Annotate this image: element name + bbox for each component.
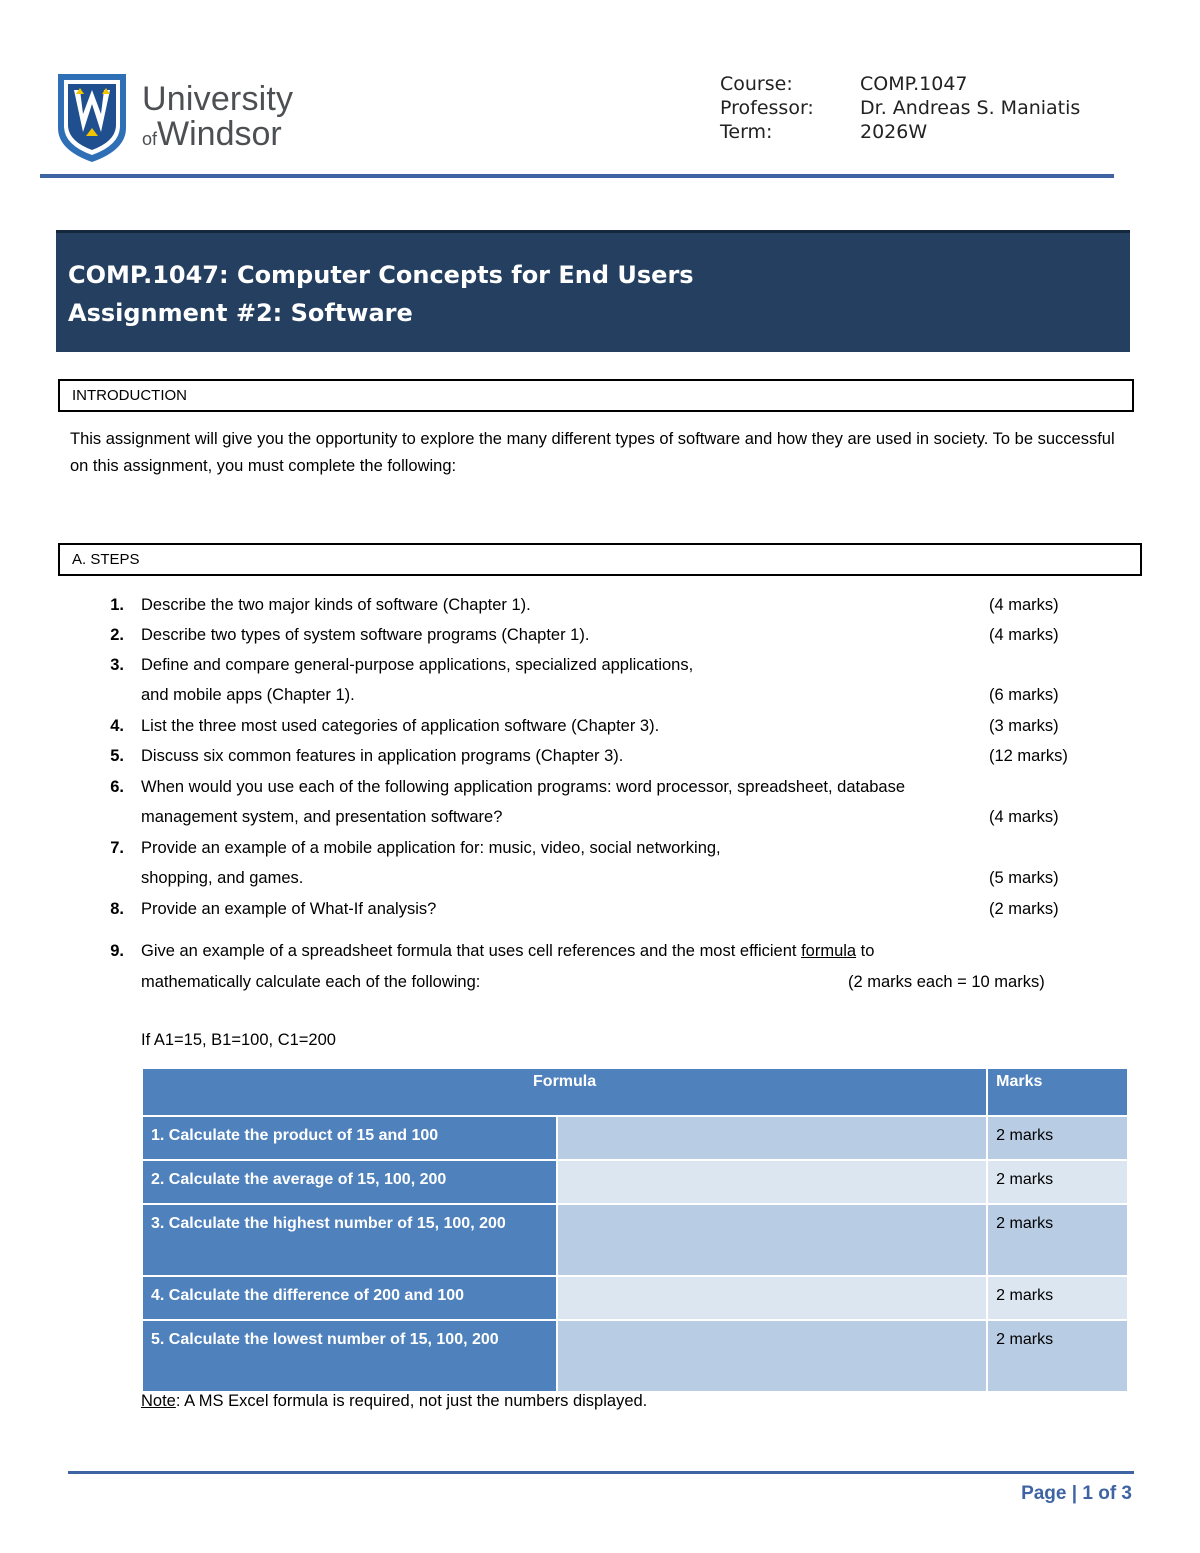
marks-cell: 2 marks	[987, 1116, 1128, 1160]
step-number: 2.	[110, 626, 124, 644]
formula-table	[141, 1067, 1129, 1393]
wordmark-university: University	[142, 80, 294, 118]
step-marks: (3 marks)	[989, 717, 1059, 735]
page-number	[1000, 1480, 1132, 1508]
step-number: 9.	[110, 942, 124, 960]
formula-column-header: Formula	[142, 1068, 987, 1116]
step-number: 6.	[110, 778, 124, 796]
step-text: Provide an example of What-If analysis?	[141, 900, 437, 918]
step-text-part: to	[856, 942, 875, 960]
note-label: Note	[141, 1392, 176, 1410]
step-text: and mobile apps (Chapter 1).	[141, 686, 355, 704]
step-number: 1.	[110, 596, 124, 614]
introduction-heading: INTRODUCTION	[58, 379, 1134, 412]
table-row	[142, 1320, 1128, 1392]
marks-column-header: Marks	[987, 1068, 1128, 1116]
table-row	[142, 1116, 1128, 1160]
document-title: COMP.1047: Computer Concepts for End Users	[68, 261, 694, 289]
steps-heading: A. STEPS	[58, 543, 1142, 576]
marks-cell: 2 marks	[987, 1320, 1128, 1392]
step-marks: (2 marks each = 10 marks)	[848, 973, 1045, 991]
table-row	[142, 1204, 1128, 1276]
step-text: Define and compare general-purpose applications, specialized applications,	[141, 656, 694, 674]
table-row	[142, 1160, 1128, 1204]
formula-cell[interactable]	[557, 1320, 987, 1392]
formula-cell[interactable]	[557, 1160, 987, 1204]
term-label: Term:	[720, 121, 773, 143]
step-number: 5.	[110, 747, 124, 765]
marks-cell: 2 marks	[987, 1204, 1128, 1276]
step-text	[141, 936, 874, 966]
question-cell: 4. Calculate the difference of 200 and 100	[142, 1276, 557, 1320]
table-header-row	[142, 1068, 1128, 1116]
step-number: 7.	[110, 839, 124, 857]
term-value: 2026W	[860, 121, 928, 143]
step-text: When would you use each of the following application programs: word processor, spreadsheet, database	[141, 778, 906, 796]
step-text: Describe two types of system software programs (Chapter 1).	[141, 626, 590, 644]
step-text: List the three most used categories of application software (Chapter 3).	[141, 717, 660, 735]
step-marks: (6 marks)	[989, 686, 1059, 704]
step-text: Describe the two major kinds of software (Chapter 1).	[141, 596, 531, 614]
step-marks: (4 marks)	[989, 626, 1059, 644]
step-marks: (5 marks)	[989, 869, 1059, 887]
page-label: Page	[1021, 1483, 1067, 1504]
step-number: 8.	[110, 900, 124, 918]
professor-value: Dr. Andreas S. Maniatis	[860, 97, 1081, 119]
course-value: COMP.1047	[860, 73, 968, 95]
question-cell: 5. Calculate the lowest number of 15, 100, 200	[142, 1320, 557, 1392]
step-number: 4.	[110, 717, 124, 735]
note	[141, 1387, 647, 1415]
course-info	[720, 72, 1080, 144]
step-marks: (2 marks)	[989, 900, 1059, 918]
step-text: mathematically calculate each of the following:	[141, 973, 481, 991]
header-divider	[40, 174, 1114, 178]
given-values: If A1=15, B1=100, C1=200	[141, 1031, 336, 1049]
step-text-part: Give an example of a spreadsheet formula that uses cell references and the most efficient	[141, 942, 802, 960]
formula-cell[interactable]	[557, 1276, 987, 1320]
step-marks: (4 marks)	[989, 808, 1059, 826]
step-text: management system, and presentation software?	[141, 808, 503, 826]
wordmark-of: of	[142, 129, 158, 149]
page-separator: |	[1071, 1483, 1078, 1504]
formula-cell[interactable]	[557, 1204, 987, 1276]
step-text: shopping, and games.	[141, 869, 304, 887]
question-cell: 2. Calculate the average of 15, 100, 200	[142, 1160, 557, 1204]
title-banner	[56, 230, 1130, 352]
note-text: : A MS Excel formula is required, not just the numbers displayed.	[175, 1392, 648, 1410]
steps-list	[100, 590, 1100, 1000]
step-marks: (12 marks)	[989, 747, 1068, 765]
question-cell: 3. Calculate the highest number of 15, 100, 200	[142, 1204, 557, 1276]
document-subtitle: Assignment #2: Software	[68, 299, 413, 327]
marks-cell: 2 marks	[987, 1276, 1128, 1320]
professor-label: Professor:	[720, 97, 814, 119]
introduction-body: This assignment will give you the opportunity to explore the many different types of software and how they are used in society. To be successful on this assignment, you must complete the following:	[70, 430, 1115, 475]
table-row	[142, 1276, 1128, 1320]
question-cell: 1. Calculate the product of 15 and 100	[142, 1116, 557, 1160]
footer-divider	[68, 1471, 1134, 1474]
course-label: Course:	[720, 73, 793, 95]
step-text-underlined: formula	[801, 942, 857, 960]
marks-cell: 2 marks	[987, 1160, 1128, 1204]
page-of: 1 of 3	[1082, 1483, 1132, 1504]
step-marks: (4 marks)	[989, 596, 1059, 614]
university-wordmark	[142, 82, 293, 157]
formula-cell[interactable]	[557, 1116, 987, 1160]
step-text: Provide an example of a mobile application for: music, video, social networking,	[141, 839, 721, 857]
step-number: 3.	[110, 656, 124, 674]
step-text: Discuss six common features in application programs (Chapter 3).	[141, 747, 624, 765]
wordmark-windsor: Windsor	[157, 115, 282, 153]
